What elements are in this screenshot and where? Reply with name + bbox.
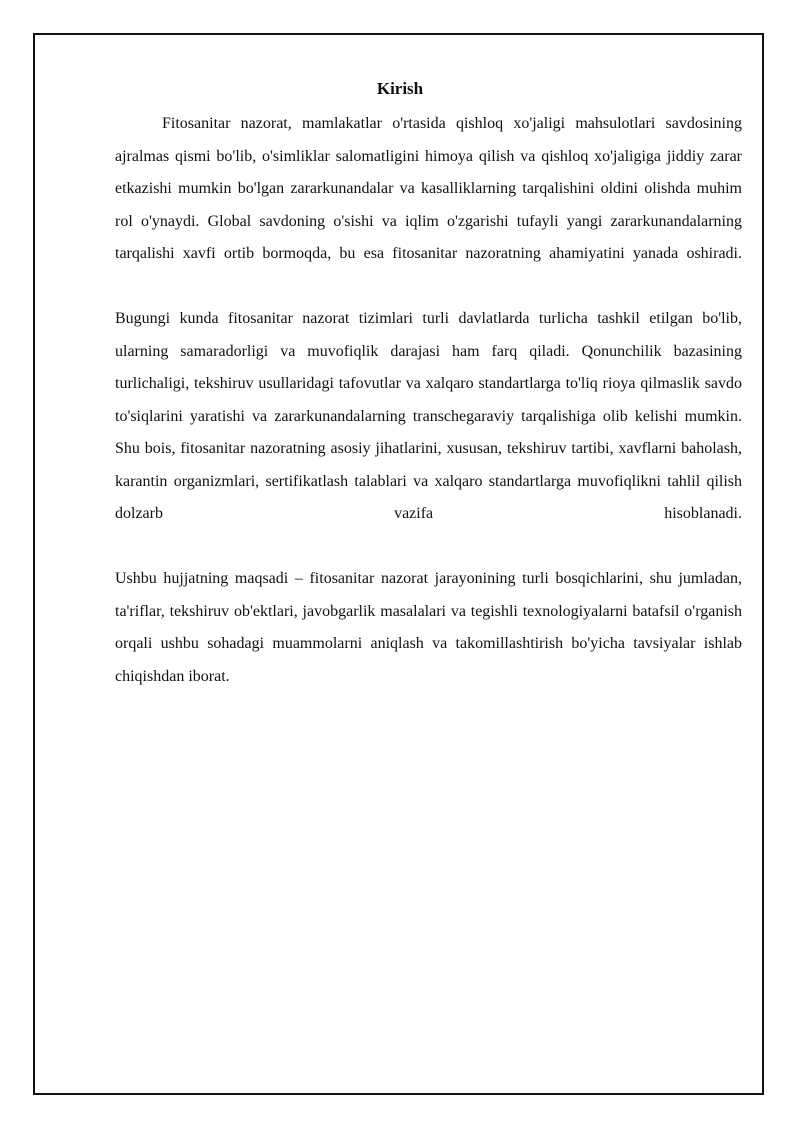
paragraph-spacer: [115, 531, 742, 564]
document-body: [115, 108, 742, 693]
section-heading: Kirish: [376, 79, 424, 98]
paragraph-purpose: Ushbu hujjatning maqsadi – fitosanitar nazorat jarayonining turli bosqichlarini, shu jumladan, ta'riflar, tekshiruv ob'ektlari, javobgarlik masalalari va tegishli texnologiyalarni batafsil o'rganish orqali ushbu sohadagi muammolarni aniqlash va takomillashtirish bo'yicha tavsiyalar ishlab chiqishdan iborat.: [115, 570, 742, 685]
paragraph-current-state: Bugungi kunda fitosanitar nazorat tizimlari turli davlatlarda turlicha tashkil etilgan bo'lib, ularning samaradorligi va muvofiqlik darajasi ham farq qiladi. Qonunchilik bazasining turlichaligi, tekshiruv usullaridagi tafovutlar va xalqaro standartlarga to'liq rioya qilmaslik savdo to'siqlarini yaratishi va zararkunandalarning transchegaraviy tarqalishiga olib kelishi mumkin. Shu bois, fitosanitar nazoratning asosiy jihatlarini, xususan, tekshiruv tartibi, xavflarni baholash, karantin organizmlari, sertifikatlash talablari va xalqaro standartlarga muvofiqlikni tahlil qilish dolzarb vazifa hisoblanadi.: [115, 310, 742, 522]
paragraph-introduction: Fitosanitar nazorat, mamlakatlar o'rtasida qishloq xo'jaligi mahsulotlari savdosining ajralmas qismi bo'lib, o'simliklar salomatligini himoya qilish va qishloq xo'jaligiga jiddiy zarar etkazishi mumkin bo'lgan zararkunandalar va kasalliklarning tarqalishini oldini olishda muhim rol o'ynaydi. Global savdoning o'sishi va iqlim o'zgarishi tufayli yangi zararkunandalarning tarqalishi xavfi ortib bormoqda, bu esa fitosanitar nazoratning ahamiyatini yanada oshiradi.: [115, 115, 742, 262]
paragraph-spacer: [115, 271, 742, 304]
